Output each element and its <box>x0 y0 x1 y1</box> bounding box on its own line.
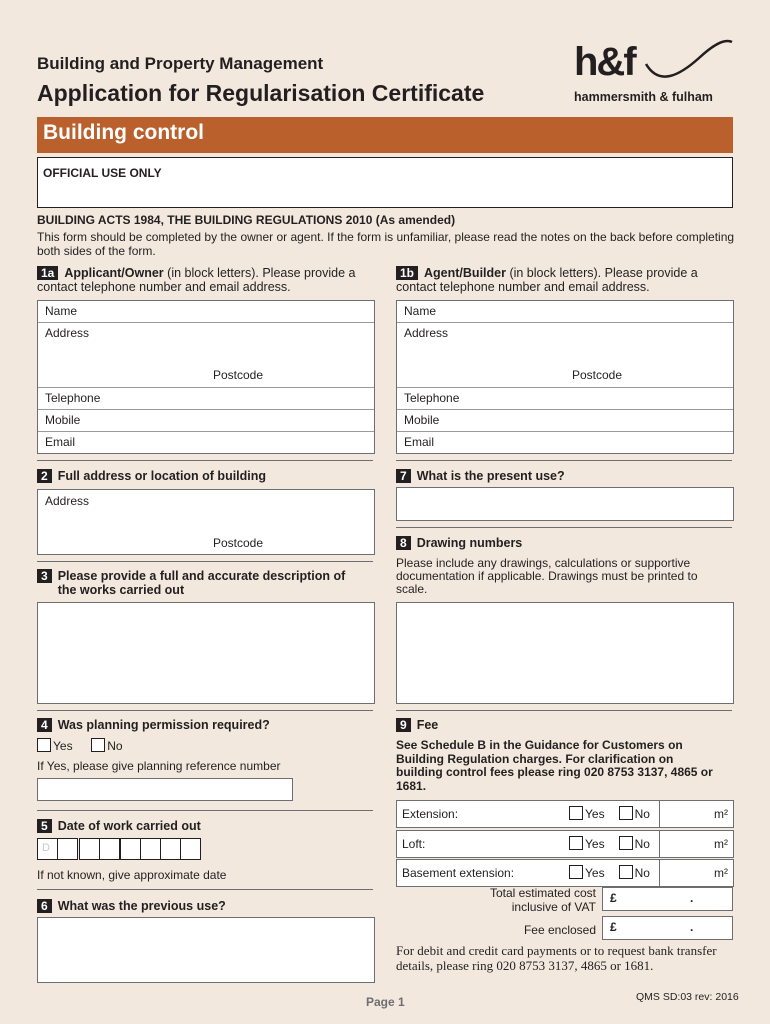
no-label: No <box>107 739 123 753</box>
approx-date-note: If not known, give approximate date <box>37 868 227 882</box>
unit-label: m² <box>714 807 728 821</box>
section-note: (in block letters). Please provide a contact telephone number and email address. <box>37 266 356 294</box>
section-title: Fee <box>416 718 439 732</box>
drawing-numbers-field[interactable] <box>396 602 734 704</box>
date-placeholder: D <box>42 842 50 854</box>
planning-no-checkbox[interactable] <box>91 738 105 752</box>
applicant-address-field[interactable] <box>38 323 374 388</box>
no-label: No <box>634 837 650 851</box>
planning-options <box>37 738 123 753</box>
yes-label: Yes <box>585 837 605 851</box>
field-label: Mobile <box>404 413 440 427</box>
fee-row-basement <box>396 859 734 887</box>
official-use-box <box>37 157 733 208</box>
unit-label: m² <box>714 837 728 851</box>
fee-row-loft <box>396 830 734 858</box>
postcode-label: Postcode <box>213 536 264 550</box>
currency-symbol: £ <box>610 891 617 905</box>
section-title: Please provide a full and accurate description of the works carried out <box>57 569 346 597</box>
document-reference: QMS SD:03 rev: 2016 <box>636 991 739 1003</box>
section-2-heading <box>37 469 266 483</box>
section-9-heading <box>396 718 438 732</box>
section-title: Applicant/Owner <box>64 266 164 280</box>
section-number: 9 <box>396 718 411 732</box>
section-number: 1b <box>396 266 418 280</box>
fee-options <box>569 806 650 821</box>
section-note: (in block letters). Please provide a contact telephone number and email address. <box>396 266 698 294</box>
basement-no-checkbox[interactable] <box>619 865 633 879</box>
fee-row-label: Loft: <box>402 837 426 851</box>
divider <box>396 460 732 461</box>
section-8-heading <box>396 536 522 550</box>
logo-mark: h&f <box>574 40 635 84</box>
divider <box>37 561 373 562</box>
drawing-note: Please include any drawings, calculations or supportive documentation if applicable. Drawings must be printed to scale. <box>396 556 698 596</box>
field-label: Name <box>404 304 437 318</box>
field-label: Telephone <box>45 391 101 405</box>
fee-row-label: Basement extension: <box>402 866 515 880</box>
applicant-telephone-field[interactable] <box>38 388 374 410</box>
section-6-heading <box>37 899 226 913</box>
building-address-field[interactable] <box>37 489 375 555</box>
section-title: Date of work carried out <box>57 819 201 833</box>
field-label: Email <box>45 435 76 449</box>
yes-label: Yes <box>53 739 73 753</box>
field-label: Address <box>404 326 449 340</box>
loft-no-checkbox[interactable] <box>619 836 633 850</box>
section-number: 4 <box>37 718 52 732</box>
agent-address-field[interactable] <box>397 323 733 388</box>
date-day-2[interactable] <box>57 838 78 860</box>
header-subtitle: Building and Property Management <box>37 54 324 73</box>
field-label: Name <box>45 304 78 318</box>
section-number: 1a <box>37 266 58 280</box>
yes-label: Yes <box>585 866 605 880</box>
section-1b-heading <box>396 266 732 294</box>
section-banner <box>37 117 733 153</box>
previous-use-field[interactable] <box>37 917 375 983</box>
total-cost-field[interactable] <box>602 887 733 911</box>
section-5-heading <box>37 819 201 833</box>
basement-yes-checkbox[interactable] <box>569 865 583 879</box>
section-1a-heading <box>37 266 377 294</box>
fee-row-extension <box>396 800 734 828</box>
no-label: No <box>634 807 650 821</box>
field-label: Address <box>45 494 90 508</box>
planning-ref-note: If Yes, please give planning reference number <box>37 759 281 773</box>
agent-name-field[interactable] <box>397 301 733 323</box>
fee-options <box>569 836 650 851</box>
total-cost-label: Total estimated cost inclusive of VAT <box>489 886 596 914</box>
applicant-mobile-field[interactable] <box>38 410 374 432</box>
extension-no-checkbox[interactable] <box>619 806 633 820</box>
intro-text: This form should be completed by the owner or agent. If the form is unfamiliar, please read the notes on the back before completing both sides of the form. <box>37 230 735 258</box>
decimal-point: . <box>690 891 694 905</box>
agent-telephone-field[interactable] <box>397 388 733 410</box>
date-year-1[interactable] <box>120 838 141 860</box>
divider <box>396 710 732 711</box>
payment-note: For debit and credit card payments or to request bank transfer details, please ring 020 8753 3137, 4865 or 1681. <box>396 943 717 973</box>
agent-details-box <box>396 300 734 454</box>
date-year-3[interactable] <box>160 838 181 860</box>
divider <box>37 460 373 461</box>
date-year-2[interactable] <box>140 838 161 860</box>
yes-label: Yes <box>585 807 605 821</box>
agent-email-field[interactable] <box>397 432 733 453</box>
fee-enclosed-label: Fee enclosed <box>523 923 596 937</box>
section-number: 2 <box>37 469 52 483</box>
field-label: Mobile <box>45 413 81 427</box>
section-title: Drawing numbers <box>416 536 523 550</box>
fee-options <box>569 865 650 880</box>
section-number: 5 <box>37 819 52 833</box>
decimal-point: . <box>690 920 694 934</box>
logo-swoosh-icon <box>644 36 734 81</box>
planning-reference-field[interactable] <box>37 778 293 801</box>
section-title: Full address or location of building <box>57 469 267 483</box>
unit-label: m² <box>714 866 728 880</box>
section-number: 6 <box>37 899 52 913</box>
divider <box>396 527 732 528</box>
date-month-1[interactable] <box>79 838 100 860</box>
works-description-field[interactable] <box>37 602 375 704</box>
section-title: What is the present use? <box>416 469 565 483</box>
section-3-heading <box>37 569 373 597</box>
postcode-label: Postcode <box>572 368 623 382</box>
divider <box>37 710 373 711</box>
applicant-details-box <box>37 300 375 454</box>
date-year-4[interactable] <box>180 838 201 860</box>
extension-yes-checkbox[interactable] <box>569 806 583 820</box>
page-number: Page 1 <box>366 995 405 1009</box>
banner-title: Building control <box>43 121 204 144</box>
loft-yes-checkbox[interactable] <box>569 836 583 850</box>
field-label: Email <box>404 435 435 449</box>
no-label: No <box>634 866 650 880</box>
official-use-label: OFFICIAL USE ONLY <box>43 166 162 180</box>
agent-mobile-field[interactable] <box>397 410 733 432</box>
section-7-heading <box>396 469 565 483</box>
section-4-heading <box>37 718 270 732</box>
section-title: Was planning permission required? <box>57 718 270 732</box>
currency-symbol: £ <box>610 920 617 934</box>
postcode-label: Postcode <box>213 368 264 382</box>
section-title: Agent/Builder <box>424 266 506 280</box>
divider <box>37 889 373 890</box>
present-use-field[interactable] <box>396 487 734 521</box>
acts-heading: BUILDING ACTS 1984, THE BUILDING REGULATIONS 2010 (As amended) <box>37 213 456 227</box>
applicant-name-field[interactable] <box>38 301 374 323</box>
field-label: Telephone <box>404 391 460 405</box>
section-title: What was the previous use? <box>57 899 226 913</box>
fee-enclosed-field[interactable] <box>602 916 733 940</box>
applicant-email-field[interactable] <box>38 432 374 453</box>
divider <box>37 810 373 811</box>
logo-text: hammersmith & fulham <box>574 90 713 104</box>
fee-row-label: Extension: <box>402 807 459 821</box>
date-month-2[interactable] <box>99 838 120 860</box>
section-number: 8 <box>396 536 411 550</box>
section-number: 7 <box>396 469 411 483</box>
fee-guidance: See Schedule B in the Guidance for Customers on Building Regulation charges. For clarification on building control fees please ring 020 8753 3137, 4865 or 1681. <box>396 738 713 793</box>
field-label: Address <box>45 326 90 340</box>
section-number: 3 <box>37 569 52 583</box>
date-day-1[interactable] <box>37 838 58 860</box>
page-title: Application for Regularisation Certificate <box>37 80 485 106</box>
planning-yes-checkbox[interactable] <box>37 738 51 752</box>
